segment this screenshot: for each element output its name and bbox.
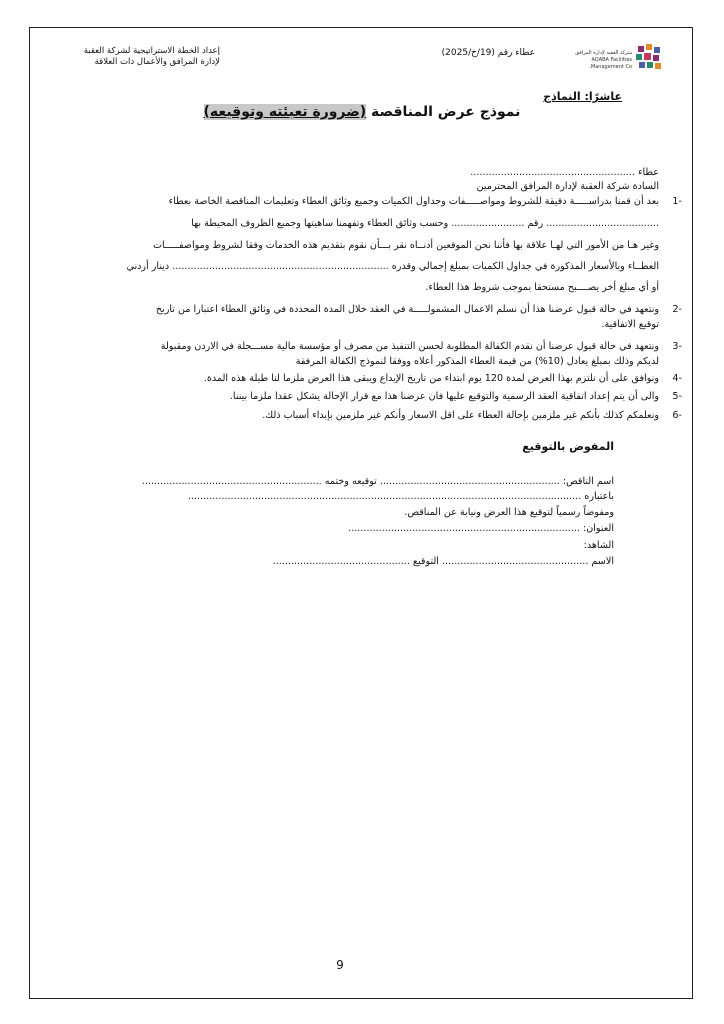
clause-number: -5 xyxy=(672,391,682,402)
clause-1-line: وغير هـا من الأمور التي لهـا علاقة بها فأننا نحن الموقعين أدنــاه نقر بـــأن نقوم بتقديم هذه الخدمات وفقا لشروط ومواصفـــــات xyxy=(152,240,659,251)
clause-1-line: ..................................... رقم ........................ وحسب وثائق العطاء وتفهمنا ساهيتها وجميع الظروف المحيطة بها xyxy=(191,218,659,229)
signatory-line: باعتباره ................................................................................................................................. xyxy=(187,491,614,502)
company-logo-icon xyxy=(634,44,668,74)
signatory-line: العنوان: ............................................................................ xyxy=(348,523,614,534)
clause-number: -3 xyxy=(672,341,682,352)
signatory-line: الاسم ................................................ التوقيع ............................................. xyxy=(272,556,614,567)
tender-line: عطاء ...................................................... xyxy=(470,167,659,178)
clause-number: -2 xyxy=(672,304,682,315)
project-title-line-1: إعداد الخطة الاستراتيجية لشركة العقبة xyxy=(83,46,220,56)
section-title: عاشرًا: النماذج xyxy=(543,90,622,103)
signatory-heading: المفوض بالتوقيع xyxy=(522,440,614,453)
form-title-main: نموذج عرض المناقصة xyxy=(366,104,521,120)
clause-1-line: بعد أن قمنا بدراســـــة دقيقة للشروط ومواصـــــفات وجداول الكميات وجميع وثائق العطاء وتعليمات المناقصة الخاصة بعطاء xyxy=(168,196,659,207)
clause-3-line: لديكم وذلك بمبلغ يعادل (10%) من قيمة العطاء المذكور أعلاه ووفقا لنموذج الكفالة المرفقة xyxy=(295,356,659,367)
clause-4-line: ونوافق على أن نلتزم بهذا العرض لمدة 120 يوم ابتداء من تاريخ الإيداع ويبقى هذا العرض ملزما لنا طيلة هذه المدة. xyxy=(203,373,659,384)
signatory-line: ومفوضاً رسمياً لتوقيع هذا العرض ونيابة عن المناقص. xyxy=(404,507,614,518)
signatory-line: الشاهد: xyxy=(583,540,614,551)
page-number: 9 xyxy=(336,958,344,972)
tender-number: عطاء رقم (19/خ/2025) xyxy=(441,48,535,58)
clause-1-line: أو أي مبلغ أخر يصــــبح مستحقا بموجب شروط هذا العطاء. xyxy=(425,282,659,293)
clause-5-line: والى أن يتم إعداد اتفاقية العقد الرسمية والتوقيع عليها فان عرضنا هذا مع قرار الإحالة يشكل عقدا ملزما بيننا. xyxy=(229,391,659,402)
clause-2-line: توقيع الاتفاقية. xyxy=(601,319,659,330)
clause-6-line: ونعلمكم كذلك بأنكم غير ملزمين بإحالة العطاء على اقل الاسعار وأنكم غير ملزمين بإبداء أسباب ذلك. xyxy=(262,410,659,421)
clause-3-line: ونتعهد في حالة قبول عرضنا أن نقدم الكفالة المطلوبة لحسن التنفيذ من مصرف أو مؤسسة مالية مســـجلة في الاردن ومقبولة xyxy=(160,341,659,352)
signatory-line: اسم الناقص: ........................................................... توقيعه وختمه ........................................................... xyxy=(141,476,614,487)
clause-1-line: العطــاء وبالأسعار المذكورة في جداول الكميات بمبلغ إجمالي وقدره ....................................................................... دينار أردني xyxy=(126,261,659,272)
salutation: السادة شركة العقبة لإدارة المرافق المحترمين xyxy=(476,181,659,192)
form-title-note: (ضرورة تعبئته وتوقيعه) xyxy=(203,104,367,120)
project-title xyxy=(60,46,220,68)
clause-2-line: ونتعهد في حالة قبول عرضنا هذا أن نسلم الاعمال المشمولـــــة في العقد خلال المدة المحددة في وثائق العطاء اعتبارا من تاريخ xyxy=(155,304,659,315)
company-name-small: شركة العقبة لإدارة المرافق AQABA Facilities Management Co. xyxy=(575,50,632,70)
form-title xyxy=(150,104,574,120)
project-title-line-2: لإدارة المرافق والأعمال ذات العلاقة xyxy=(94,57,220,67)
clause-number: -6 xyxy=(672,410,682,421)
clause-number: -4 xyxy=(672,373,682,384)
clause-number: -1 xyxy=(672,196,682,207)
